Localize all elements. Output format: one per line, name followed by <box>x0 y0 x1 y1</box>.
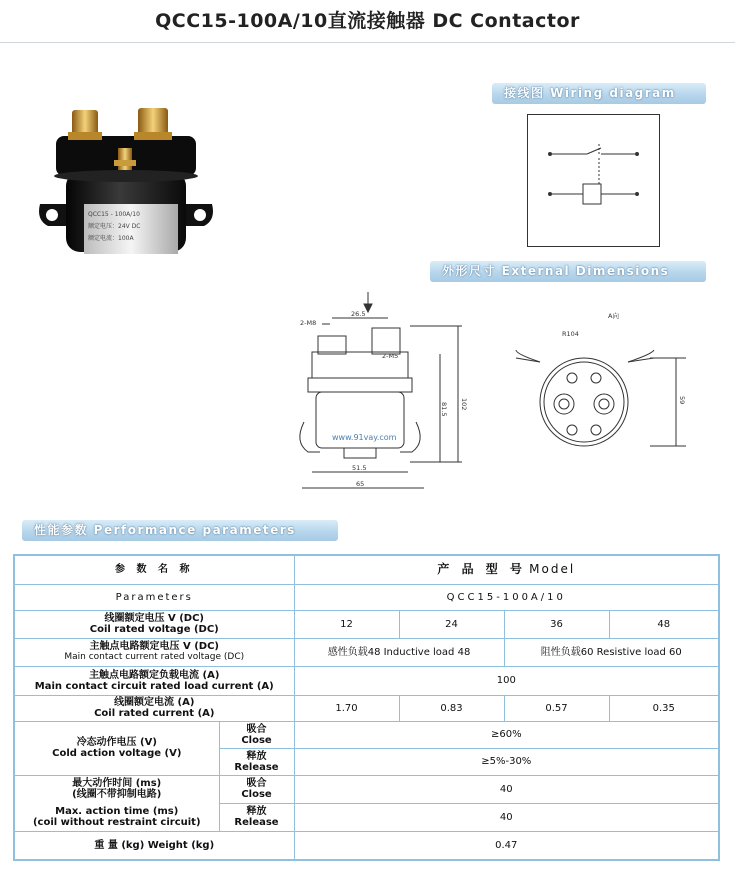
dim-label-height-body: 81.5 <box>440 402 448 417</box>
contactor-photo <box>26 92 226 272</box>
param-header-cn: 参 数 名 称 <box>14 555 294 584</box>
view-label-a: A向 <box>608 312 619 320</box>
model-header-en: Model <box>529 561 576 576</box>
action-time-label-cn1: 最大动作时间 (ms) <box>72 778 162 789</box>
contact-voltage-label-en: Main contact current rated voltage (DC) <box>64 652 245 662</box>
action-time-release-label <box>219 803 294 831</box>
dim-label-top-height: 59 <box>678 396 686 405</box>
table-row-coil-current <box>14 695 719 721</box>
coil-current-48v: 0.35 <box>609 695 719 721</box>
param-header-en: Parameters <box>14 584 294 610</box>
dim-label-overall-width: 65 <box>356 480 365 488</box>
table-row-cold-voltage-close <box>14 721 719 748</box>
performance-parameters-table <box>13 554 720 861</box>
cold-voltage-label-cn: 冷态动作电压 (V) <box>76 737 157 748</box>
cold-voltage-release-cn: 释放 <box>246 750 267 762</box>
load-current-label <box>14 666 294 695</box>
dim-label-top-width: 26.5 <box>351 310 366 318</box>
cold-voltage-close-value: ≥60% <box>294 721 719 748</box>
model-header <box>294 555 719 584</box>
action-time-close-label <box>219 775 294 803</box>
action-time-release-cn: 释放 <box>246 806 267 817</box>
cold-voltage-close-en: Close <box>241 734 272 746</box>
action-time-label <box>14 775 219 831</box>
coil-voltage-12: 12 <box>294 610 399 638</box>
table-row-contact-voltage <box>14 638 719 666</box>
external-dimensions-drawing <box>290 292 690 502</box>
cold-voltage-release-label <box>219 748 294 775</box>
model-value: QCC15-100A/10 <box>294 584 719 610</box>
action-time-close-value: 40 <box>294 775 719 803</box>
action-time-release-value: 40 <box>294 803 719 831</box>
page-title: QCC15-100A/10直流接触器 DC Contactor <box>155 10 580 32</box>
performance-parameters-banner: 性能参数 Performance parameters <box>22 520 338 541</box>
coil-voltage-label-cn: 线圈额定电压 V (DC) <box>104 613 204 624</box>
load-current-label-en: Main contact circuit rated load current (A) <box>34 680 274 692</box>
coil-voltage-36: 36 <box>504 610 609 638</box>
watermark-text: www.91vay.com <box>332 433 397 442</box>
action-time-label-cn2: (线圈不带抑制电路) <box>72 789 162 800</box>
coil-current-label <box>14 695 294 721</box>
coil-voltage-48: 48 <box>609 610 719 638</box>
contact-voltage-resistive: 阻性负载60 Resistive load 60 <box>504 638 719 666</box>
cold-voltage-release-en: Release <box>234 761 279 773</box>
table-row-load-current <box>14 666 719 695</box>
dim-label-base-width: 51.5 <box>352 464 367 472</box>
dim-label-height-total: 102 <box>460 398 468 411</box>
load-current-value: 100 <box>294 666 719 695</box>
contact-voltage-label-cn: 主触点电路额定电压 V (DC) <box>89 641 219 652</box>
dim-label-m5: 2-M5 <box>382 352 399 360</box>
table-row-action-time-close <box>14 775 719 803</box>
table-row-coil-voltage <box>14 610 719 638</box>
weight-value: 0.47 <box>294 831 719 860</box>
load-current-label-cn: 主触点电路额定负载电流 (A) <box>89 669 220 681</box>
action-time-close-cn: 吸合 <box>246 778 267 789</box>
coil-voltage-24: 24 <box>399 610 504 638</box>
action-time-close-en: Close <box>241 789 272 800</box>
wiring-diagram <box>527 114 660 247</box>
photo-label-line-2: 额定电压：24V DC <box>88 223 141 230</box>
cold-voltage-label <box>14 721 219 775</box>
cold-voltage-close-label <box>219 721 294 748</box>
contact-voltage-label <box>14 638 294 666</box>
wiring-diagram-banner: 接线图 Wiring diagram <box>492 83 706 104</box>
dim-label-radius: R104 <box>562 330 579 338</box>
external-dimensions-banner: 外形尺寸 External Dimensions <box>430 261 706 282</box>
coil-voltage-label <box>14 610 294 638</box>
contact-voltage-inductive: 感性负载48 Inductive load 48 <box>294 638 504 666</box>
table-row-weight <box>14 831 719 860</box>
action-time-label-en1: Max. action time (ms) <box>55 806 179 817</box>
coil-current-label-cn: 线圈额定电流 (A) <box>114 697 195 708</box>
action-time-label-en2: (coil without restraint circuit) <box>32 817 201 828</box>
coil-current-12v: 1.70 <box>294 695 399 721</box>
model-header-cn: 产 品 型 号 <box>437 561 526 576</box>
action-time-release-en: Release <box>234 817 279 828</box>
title-divider <box>0 42 735 43</box>
coil-current-24v: 0.83 <box>399 695 504 721</box>
cold-voltage-close-cn: 吸合 <box>246 723 267 735</box>
weight-label: 重 量 (kg) Weight (kg) <box>14 831 294 860</box>
coil-current-label-en: Coil rated current (A) <box>94 708 215 719</box>
photo-label-line-3: 额定电流：100A <box>88 235 134 242</box>
coil-current-36v: 0.57 <box>504 695 609 721</box>
cold-voltage-label-en: Cold action voltage (V) <box>52 748 182 759</box>
coil-voltage-label-en: Coil rated voltage (DC) <box>89 624 219 635</box>
cold-voltage-release-value: ≥5%-30% <box>294 748 719 775</box>
photo-label-line-1: QCC15 - 100A/10 <box>88 211 140 218</box>
dim-label-m8: 2-M8 <box>300 319 317 327</box>
